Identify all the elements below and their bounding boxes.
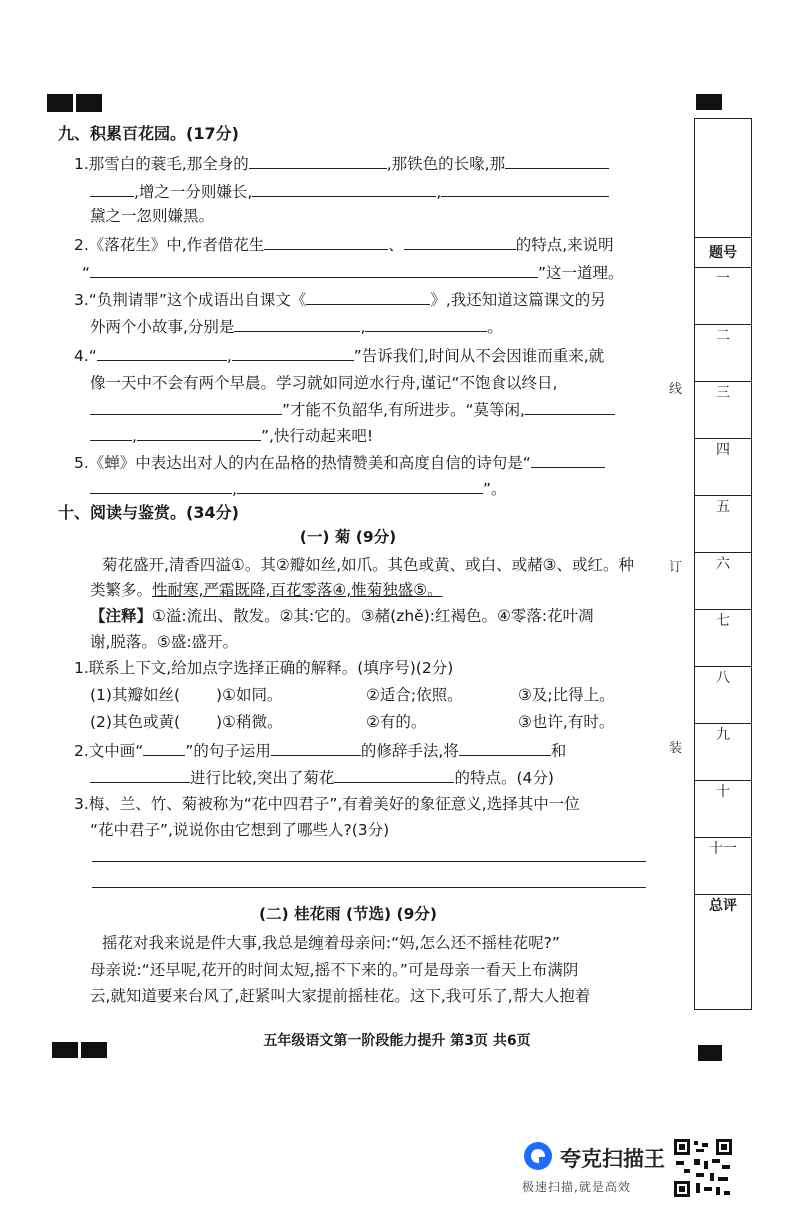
q2-text: 2.文中画“ [74,742,144,760]
q9-text: , [132,427,137,445]
q9-text: , [226,347,232,365]
watermark-slogan: 极速扫描,就是高效 [522,1180,631,1194]
passage2-line1: 摇花对我来说是件大事,我总是缠着母亲问:“妈,怎么还不摇桂花呢?” [102,934,560,952]
q9-text: ”这一道理。 [538,264,624,282]
reading1-q1-option-row2 [90,712,282,732]
q9-text: 的特点,来说明 [515,236,614,254]
score-row-8[interactable]: 八 [695,666,751,724]
answer-blank[interactable] [264,234,388,250]
q9-text: ”,快行动起来吧! [260,427,374,445]
answer-blank[interactable] [252,181,436,197]
annotation-line2: 谢,脱落。⑤盛:盛开。 [90,633,239,651]
answer-blank[interactable] [365,316,487,332]
margin-char-install: 装 [669,741,683,756]
q1-option: ③也许,有时。 [518,713,615,731]
annotation-line1 [90,606,594,626]
q1-option: ③及;比得上。 [518,686,615,704]
quark-logo-icon [522,1140,554,1172]
passage1-line2 [90,580,443,600]
score-row-2[interactable]: 二 [695,324,751,382]
answer-blank[interactable] [505,153,609,169]
answer-blank[interactable] [232,345,354,361]
q9-item4-line3 [90,399,615,420]
q9-text: 》,我还知道这篇课文的另 [430,291,606,309]
q1-sub-label: (1)其瓣如丝( [90,686,181,704]
q9-item3-line2 [90,316,503,337]
score-table-header: 题号 [695,237,751,268]
annotation-text: ①溢:流出、散发。②其:它的。③赭(zhě):红褐色。④零落:花叶凋 [152,607,594,625]
q9-text: 2.《落花生》中,作者借花生 [74,236,265,254]
annotation-label: 【注释】 [90,607,153,625]
section-9-heading: 九、积累百花园。(17分) [58,124,239,143]
score-row-11[interactable]: 十一 [695,837,751,895]
watermark-brand: 夸克扫描王 [560,1147,665,1171]
q2-text: 和 [550,742,567,760]
answer-blank[interactable] [334,767,454,783]
score-total[interactable]: 总评 [695,894,751,1010]
registration-mark-top-left-1 [47,94,73,112]
answer-blank[interactable] [459,740,551,756]
section-10-heading: 十、阅读与鉴赏。(34分) [58,503,239,522]
reading1-q1: 1.联系上下文,给加点字选择正确的解释。(填序号)(2分) [74,659,454,677]
q1-sub-label: (2)其色或黄( [90,713,181,731]
q9-item5-line2 [90,478,506,499]
answer-line[interactable] [92,887,646,888]
q2-text: 的修辞手法,将 [360,742,459,760]
q9-item4-line4 [90,425,373,446]
answer-blank[interactable] [90,767,190,783]
answer-blank[interactable] [306,289,430,305]
q9-item5-line1 [74,452,605,473]
answer-line[interactable] [92,861,646,862]
q9-text: ,那铁色的长喙,那 [386,155,506,173]
q9-text: 、 [388,236,404,254]
q2-text: 进行比较,突出了菊花 [190,769,335,787]
q9-item2-line1 [74,234,614,255]
answer-blank[interactable] [237,478,483,494]
q9-item1-line3: 黛之一忽则嫌黑。 [90,207,215,225]
q9-item4-line1 [74,345,604,366]
answer-blank[interactable] [90,425,132,441]
q9-item3-line1 [74,289,606,310]
q9-item1-line1 [74,153,609,174]
q9-text: ,增之一分则嫌长, [134,183,253,201]
answer-blank[interactable] [441,181,609,197]
reading1-q3-line1: 3.梅、兰、竹、菊被称为“花中四君子”,有着美好的象征意义,选择其中一位 [74,795,580,813]
answer-blank[interactable] [143,740,185,756]
reading1-q2-line2 [90,767,554,788]
score-table [694,118,752,1010]
score-row-6[interactable]: 六 [695,552,751,610]
q1-option: ②有的。 [366,713,427,731]
answer-blank[interactable] [90,262,538,278]
q9-text: 3.“负荆请罪”这个成语出自课文《 [74,291,307,309]
answer-blank[interactable] [249,153,387,169]
answer-blank[interactable] [525,399,615,415]
q1-option: )①稍微。 [216,713,283,731]
q9-text: ”告诉我们,时间从不会因谁而重来,就 [353,347,605,365]
q9-text: “ [82,264,91,282]
q9-text: ”。 [482,480,507,498]
margin-char-bind: 订 [669,560,683,575]
registration-mark-top-right [696,94,722,110]
reading-part2-title: (二) 桂花雨 (节选) (9分) [259,905,437,923]
q9-text: 4.“ [74,347,97,365]
q9-item4-line2: 像一天中不会有两个早晨。学习就如同逆水行舟,谨记“不饱食以终日, [90,374,558,392]
score-row-10[interactable]: 十 [695,780,751,838]
reading1-q3-line2: “花中君子”,说说你由它想到了哪些人?(3分) [90,821,390,839]
q9-item1-line2 [90,181,609,202]
q1-option: )①如同。 [216,686,283,704]
score-row-4[interactable]: 四 [695,438,751,496]
underlined-sentence: 性耐寒,严霜既降,百花零落④,惟菊独盛⑤。 [152,581,443,599]
q9-text: 外两个小故事,分别是 [90,318,235,336]
passage2-line3: 云,就知道要来台风了,赶紧叫大家提前摇桂花。这下,我可乐了,帮大人抱着 [90,987,591,1005]
answer-blank[interactable] [97,345,227,361]
score-row-9[interactable]: 九 [695,723,751,781]
reading-part1-title: (一) 菊 (9分) [299,528,397,546]
passage2-line2: 母亲说:“还早呢,花开的时间太短,摇不下来的。”可是母亲一看天上布满阴 [90,961,579,979]
registration-mark-top-left-2 [76,94,102,112]
q2-text: 的特点。(4分) [454,769,554,787]
score-row-7[interactable]: 七 [695,609,751,667]
answer-blank[interactable] [234,316,360,332]
reading1-q1-option-row1 [90,685,282,705]
score-row-5[interactable]: 五 [695,495,751,553]
q9-text: 5.《蝉》中表达出对人的内在品格的热情赞美和高度自信的诗句是“ [74,454,531,472]
q9-text: 。 [487,318,503,336]
q9-text: , [232,480,237,498]
answer-blank[interactable] [531,452,605,468]
q9-item2-line2 [82,262,624,283]
qr-code-icon [672,1137,734,1199]
passage-text: 类繁多。 [90,581,153,599]
margin-char-line: 线 [669,382,683,397]
q9-text: , [436,183,442,201]
q9-text: 1.那雪白的蓑毛,那全身的 [74,155,249,173]
answer-blank[interactable] [137,425,261,441]
answer-blank[interactable] [90,478,232,494]
q1-option: ②适合;依照。 [366,686,463,704]
page-footer: 五年级语文第一阶段能力提升 第3页 共6页 [263,1033,531,1049]
q9-text: ”才能不负韶华,有所进步。“莫等闲, [282,401,525,419]
score-row-1[interactable]: 一 [695,267,751,325]
reading1-q2-line1 [74,740,566,761]
score-row-3[interactable]: 三 [695,381,751,439]
answer-blank[interactable] [404,234,516,250]
passage1-line1: 菊花盛开,清香四溢①。其②瓣如丝,如爪。其色或黄、或白、或赭③、或红。种 [102,556,635,574]
answer-blank[interactable] [90,399,282,415]
q9-text: , [360,318,366,336]
answer-blank[interactable] [271,740,361,756]
answer-blank[interactable] [90,181,134,197]
q2-text: ”的句子运用 [185,742,271,760]
